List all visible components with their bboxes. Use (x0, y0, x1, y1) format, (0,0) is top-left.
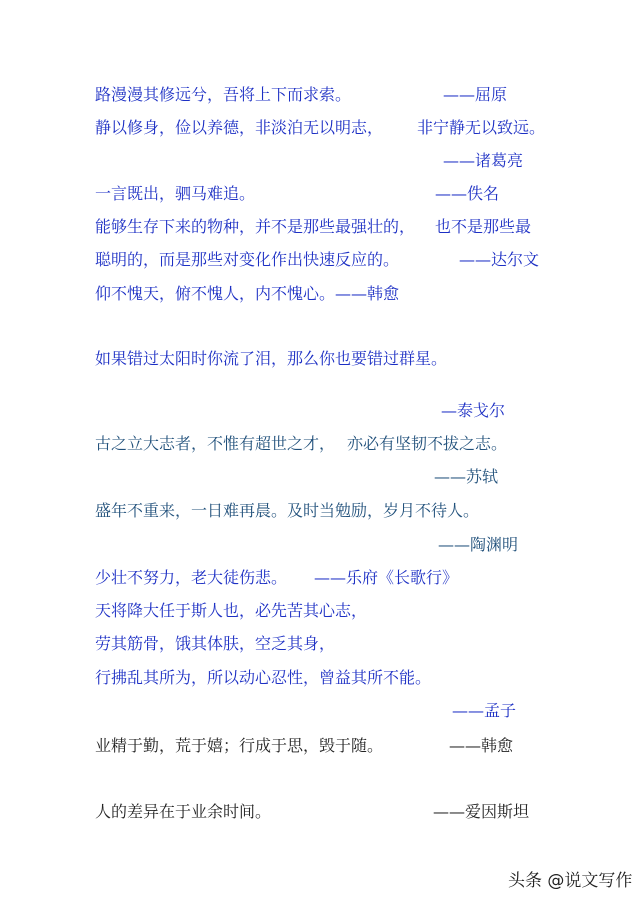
quote-author: ——达尔文 (459, 250, 540, 269)
quote-text: 古之立大志者，不惟有超世之才， (95, 434, 336, 453)
quote-text: 业精于勤，荒于嬉；行成于思，毁于随。 (95, 736, 384, 755)
quote-text: 天将降大任于斯人也，必先苦其心志， (95, 601, 368, 620)
quote-text: 亦必有坚韧不拔之志。 (347, 434, 508, 453)
quote-text: 行拂乱其所为，所以动心忍性，曾益其所不能。 (95, 668, 432, 687)
watermark: 头条 @说文写作 (508, 871, 633, 891)
quote-text: 劳其筋骨，饿其体肤，空乏其身， (95, 634, 336, 653)
quote-text: 聪明的，而是那些对变化作出快速反应的。 (95, 250, 400, 269)
quote-text: 一言既出，驷马难追。 (95, 184, 256, 203)
quote-text: 少壮不努力，老大徒伤悲。 (95, 568, 288, 587)
quote-author: ——孟子 (452, 701, 517, 720)
quote-author: ——苏轼 (434, 467, 499, 486)
quote-author: ——爱因斯坦 (433, 802, 530, 821)
quote-author: ——韩愈 (449, 736, 514, 755)
quote-text: 能够生存下来的物种，并不是那些最强壮的， (95, 217, 416, 236)
quote-text: 也不是那些最 (435, 217, 532, 236)
quote-author: —泰戈尔 (441, 401, 506, 420)
quote-author: ——屈原 (443, 85, 508, 104)
quote-author: ——诸葛亮 (443, 151, 524, 170)
quote-text: 仰不愧天，俯不愧人，内不愧心。——韩愈 (95, 284, 400, 303)
quote-text: 盛年不重来，一日难再晨。及时当勉励，岁月不待人。 (95, 501, 480, 520)
quote-author: ——乐府《长歌行》 (314, 568, 459, 587)
quote-text: 人的差异在于业余时间。 (95, 802, 272, 821)
quote-text: 路漫漫其修远兮，吾将上下而求索。 (95, 85, 352, 104)
quote-text: 静以修身，俭以养德，非淡泊无以明志， (95, 118, 384, 137)
quote-author: ——佚名 (435, 184, 500, 203)
quote-text: 非宁静无以致远。 (417, 118, 546, 137)
quote-text: 如果错过太阳时你流了泪，那么你也要错过群星。 (95, 349, 448, 368)
quote-author: ——陶渊明 (438, 535, 519, 554)
